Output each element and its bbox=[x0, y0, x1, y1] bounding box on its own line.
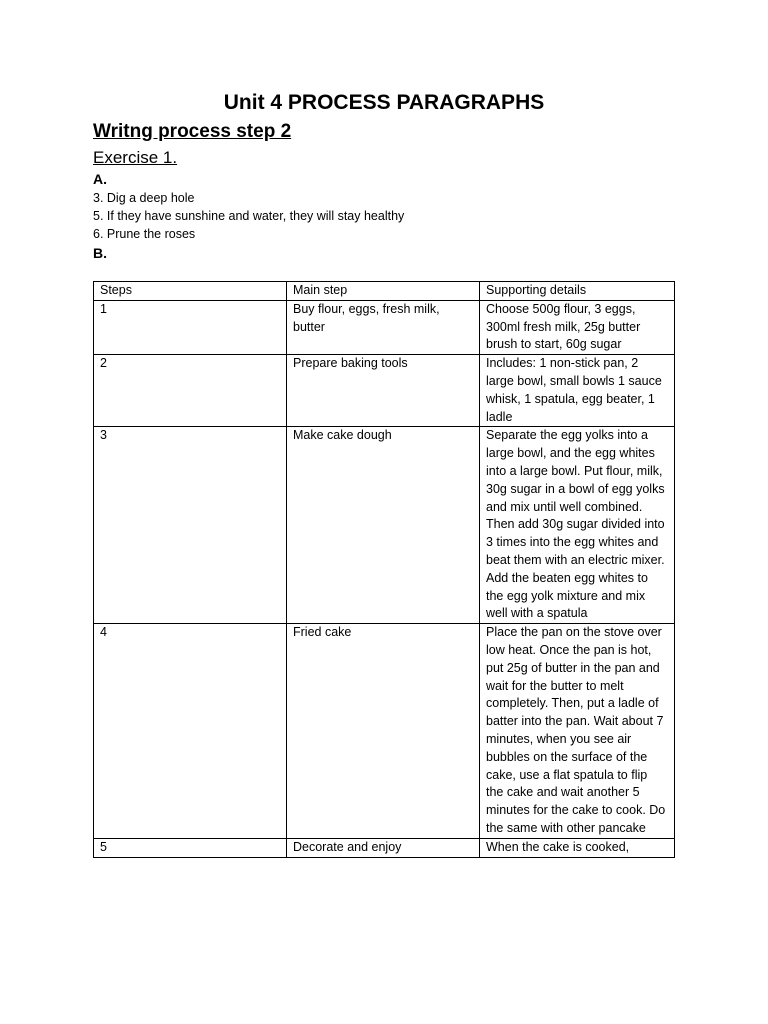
table-header-row bbox=[94, 282, 675, 301]
table-row bbox=[94, 838, 675, 857]
main-step-cell: Fried cake bbox=[287, 624, 480, 839]
part-a-label: A. bbox=[93, 171, 107, 187]
step-number-cell: 1 bbox=[94, 300, 287, 354]
part-a-answer-list bbox=[93, 189, 404, 243]
process-steps-table bbox=[93, 281, 675, 858]
header-main-step: Main step bbox=[287, 282, 480, 301]
exercise-heading: Exercise 1. bbox=[93, 148, 178, 167]
table-row bbox=[94, 355, 675, 427]
main-step-cell: Buy flour, eggs, fresh milk, butter bbox=[287, 300, 480, 354]
part-b-label: B. bbox=[93, 245, 107, 261]
main-step-cell: Decorate and enjoy bbox=[287, 838, 480, 857]
table-row bbox=[94, 300, 675, 354]
page-title: Unit 4 PROCESS PARAGRAPHS bbox=[223, 91, 545, 114]
supporting-details-cell: Place the pan on the stove over low heat. Once the pan is hot, put 25g of butter in the pan and wait for the butter to melt completely. Then, put a ladle of batter into the pan. Wait about 7 minutes, when you see air bubbles on the surface of the cake, use a flat spatula to flip the cake and wait another 5 minutes for the cake to cook. Do the same with other pancake bbox=[480, 624, 675, 839]
step-number-cell: 4 bbox=[94, 624, 287, 839]
step-number-cell: 3 bbox=[94, 427, 287, 624]
answer-item: 3. Dig a deep hole bbox=[93, 191, 195, 205]
supporting-details-cell: When the cake is cooked, bbox=[480, 838, 675, 857]
supporting-details-cell: Includes: 1 non-stick pan, 2 large bowl, small bowls 1 sauce whisk, 1 spatula, egg beater, 1 ladle bbox=[480, 355, 675, 427]
section-heading: Writng process step 2 bbox=[93, 121, 292, 142]
table-row bbox=[94, 624, 675, 839]
step-number-cell: 5 bbox=[94, 838, 287, 857]
answer-item: 5. If they have sunshine and water, they will stay healthy bbox=[93, 209, 405, 223]
supporting-details-cell: Separate the egg yolks into a large bowl, and the egg whites into a large bowl. Put flour, milk, 30g sugar in a bowl of egg yolks and mix until well combined. Then add 30g sugar divided into 3 times into the egg whites and beat them with an electric mixer. Add the beaten egg whites to the egg yolk mixture and mix well with a spatula bbox=[480, 427, 675, 624]
table-row bbox=[94, 427, 675, 624]
main-step-cell: Make cake dough bbox=[287, 427, 480, 624]
main-step-cell: Prepare baking tools bbox=[287, 355, 480, 427]
header-steps: Steps bbox=[94, 282, 287, 301]
supporting-details-cell: Choose 500g flour, 3 eggs, 300ml fresh milk, 25g butter brush to start, 60g sugar bbox=[480, 300, 675, 354]
step-number-cell: 2 bbox=[94, 355, 287, 427]
header-supporting-details: Supporting details bbox=[480, 282, 675, 301]
answer-item: 6. Prune the roses bbox=[93, 227, 196, 241]
